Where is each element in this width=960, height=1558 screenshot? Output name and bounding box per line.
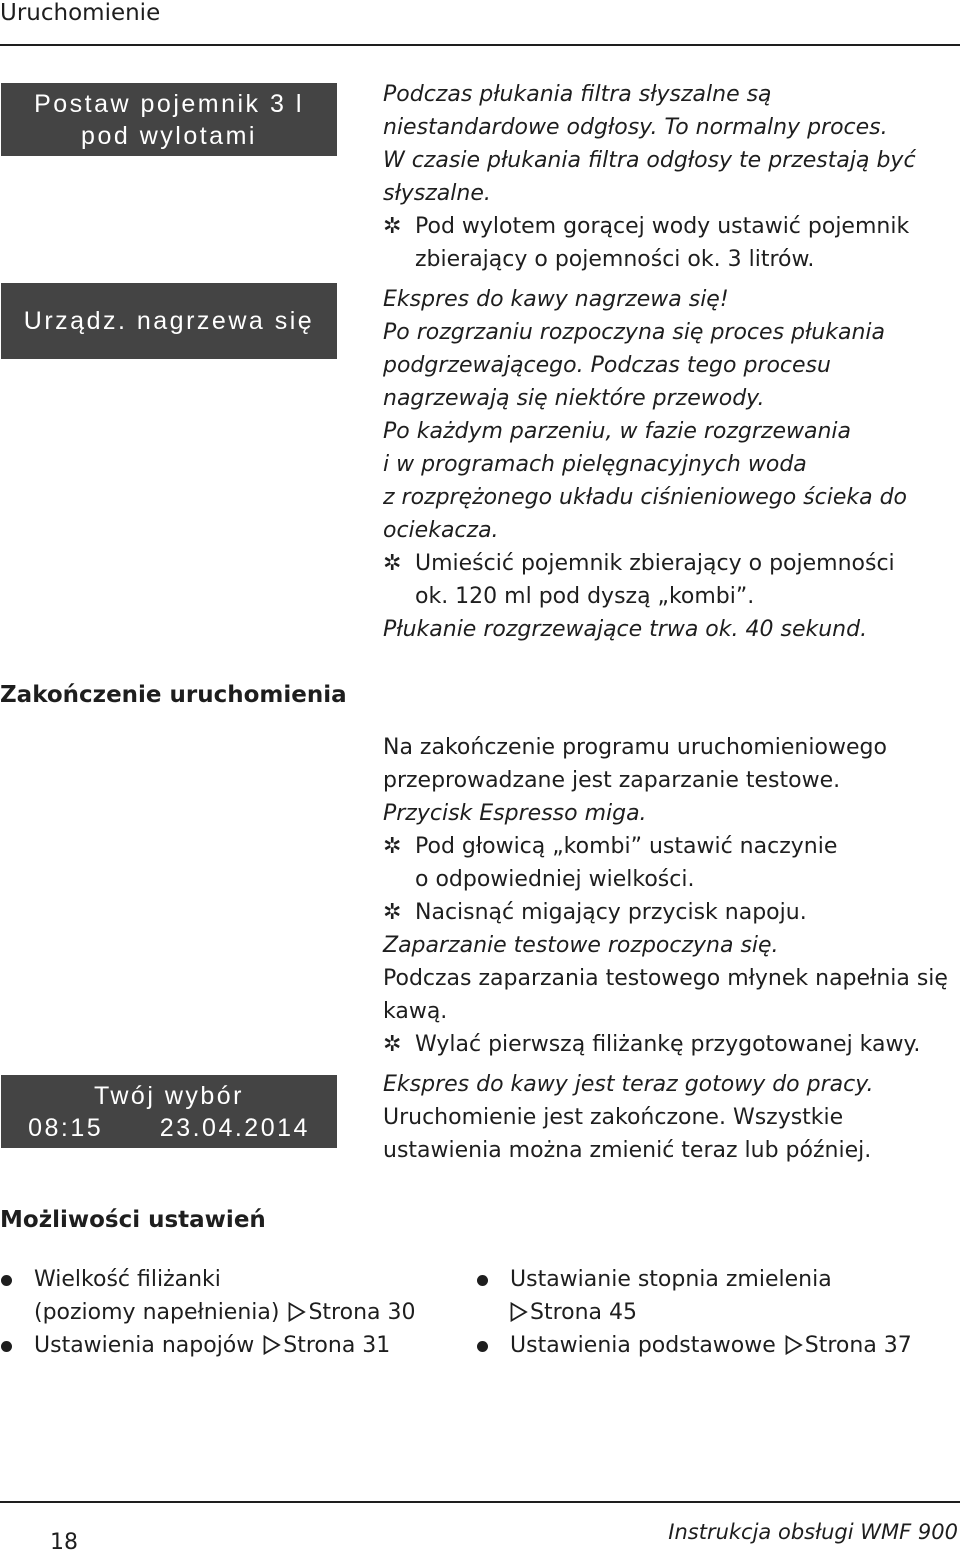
section-heading-finish: Zakończenie uruchomienia <box>0 682 347 708</box>
bullet-icon <box>477 1275 488 1286</box>
page-reference-link[interactable]: Strona 37 <box>804 1333 912 1358</box>
asterisk-icon: ✲ <box>383 551 402 576</box>
espresso-blink-note: Przycisk Espresso miga. <box>383 801 647 826</box>
step-place-small-container: ✲ Umieścić pojemnik zbierający o pojemności ok. 120 ml pod dyszą „kombi”. <box>383 547 960 613</box>
step-press-button: ✲ Nacisnąć migający przycisk napoju. <box>383 896 960 929</box>
display-line: pod wylotami <box>81 121 257 150</box>
settings-list-left <box>0 1263 415 1362</box>
heating-message: Ekspres do kawy nagrzewa się! Po rozgrzaniu rozpoczyna się proces płukania podgrzewającego. Podczas tego procesu nagrzewają się niektóre przewody. Po każdym parzeniu, w fazie rozgrzewania i w programach pielęgnacyjnych woda z rozprężonego układu ciśnieniowego ścieka do ociekacza. <box>383 287 907 543</box>
triangle-arrow-icon <box>288 1302 306 1322</box>
page-reference-link[interactable]: Strona 31 <box>283 1333 391 1358</box>
display-line: Postaw pojemnik 3 l <box>34 89 304 118</box>
step-pour-out: ✲ Wylać pierwszą filiżankę przygotowanej kawy. <box>383 1028 960 1061</box>
ready-note: Ekspres do kawy jest teraz gotowy do pracy. <box>383 1072 874 1097</box>
page-reference-link[interactable]: Strona 45 <box>530 1300 638 1325</box>
display-line: Urządz. nagrzewa się <box>23 307 315 335</box>
startup-text <box>383 78 960 646</box>
display-heating <box>1 283 337 359</box>
list-item: Ustawienia podstawowe Strona 37 <box>476 1329 912 1362</box>
filter-rinse-note: Podczas płukania filtra słyszalne są niestandardowe odgłosy. To normalny proces. W czasie płukania filtra odgłosy te przestają być słyszalne. <box>383 82 916 206</box>
bullet-icon <box>477 1341 488 1352</box>
asterisk-icon: ✲ <box>383 214 402 239</box>
header-divider <box>0 44 960 46</box>
rinse-duration-note: Płukanie rozgrzewające trwa ok. 40 sekund. <box>383 617 868 642</box>
triangle-arrow-icon <box>263 1335 281 1355</box>
triangle-arrow-icon <box>510 1302 528 1322</box>
section-heading-settings: Możliwości ustawień <box>0 1207 266 1233</box>
list-item: Ustawianie stopnia zmielenia Strona 45 <box>476 1263 912 1329</box>
triangle-arrow-icon <box>785 1335 803 1355</box>
page-number: 18 <box>50 1530 78 1555</box>
display-line: Twój wybór <box>93 1081 245 1110</box>
bullet-icon <box>1 1341 12 1352</box>
test-brew-note: Zaparzanie testowe rozpoczyna się. <box>383 933 779 958</box>
asterisk-icon: ✲ <box>383 1032 402 1057</box>
step-place-cup: ✲ Pod głowicą „kombi” ustawić naczynie o odpowiedniej wielkości. <box>383 830 960 896</box>
footer-divider <box>0 1501 960 1503</box>
settings-list-right <box>476 1263 912 1362</box>
list-item: Wielkość filiżanki (poziomy napełnienia) Strona 30 <box>0 1263 415 1329</box>
document-title: Instrukcja obsługi WMF 900 <box>668 1520 958 1544</box>
finish-text: Na zakończenie programu uruchomieniowego przeprowadzane jest zaparzanie testowe. Przycisk Espresso miga. ✲ Pod głowicą „kombi” ustawić naczynie o odpowiedniej wielkości. ✲ Nacisnąć migający przycisk napoju. Zaparzanie testowe rozpoczyna się. Podczas zaparzania testowego młynek napełnia się kawą. ✲ Wylać pierwszą filiżankę przygotowanej kawy. Ekspres do kawy jest teraz gotowy do pracy. Uruchomienie jest zakończone. Wszystkie ustawienia można zmienić teraz lub później. <box>383 731 960 1167</box>
bullet-icon <box>1 1275 12 1286</box>
display-line: 08:15 23.04.2014 <box>28 1113 310 1142</box>
page-reference-link[interactable]: Strona 30 <box>308 1300 416 1325</box>
page-header-title: Uruchomienie <box>0 0 161 26</box>
asterisk-icon: ✲ <box>383 834 402 859</box>
display-your-choice <box>1 1075 337 1148</box>
step-place-container: ✲ Pod wylotem gorącej wody ustawić pojemnik zbierający o pojemności ok. 3 litrów. <box>383 210 960 276</box>
display-place-container <box>1 83 337 156</box>
asterisk-icon: ✲ <box>383 900 402 925</box>
list-item: Ustawienia napojów Strona 31 <box>0 1329 415 1362</box>
